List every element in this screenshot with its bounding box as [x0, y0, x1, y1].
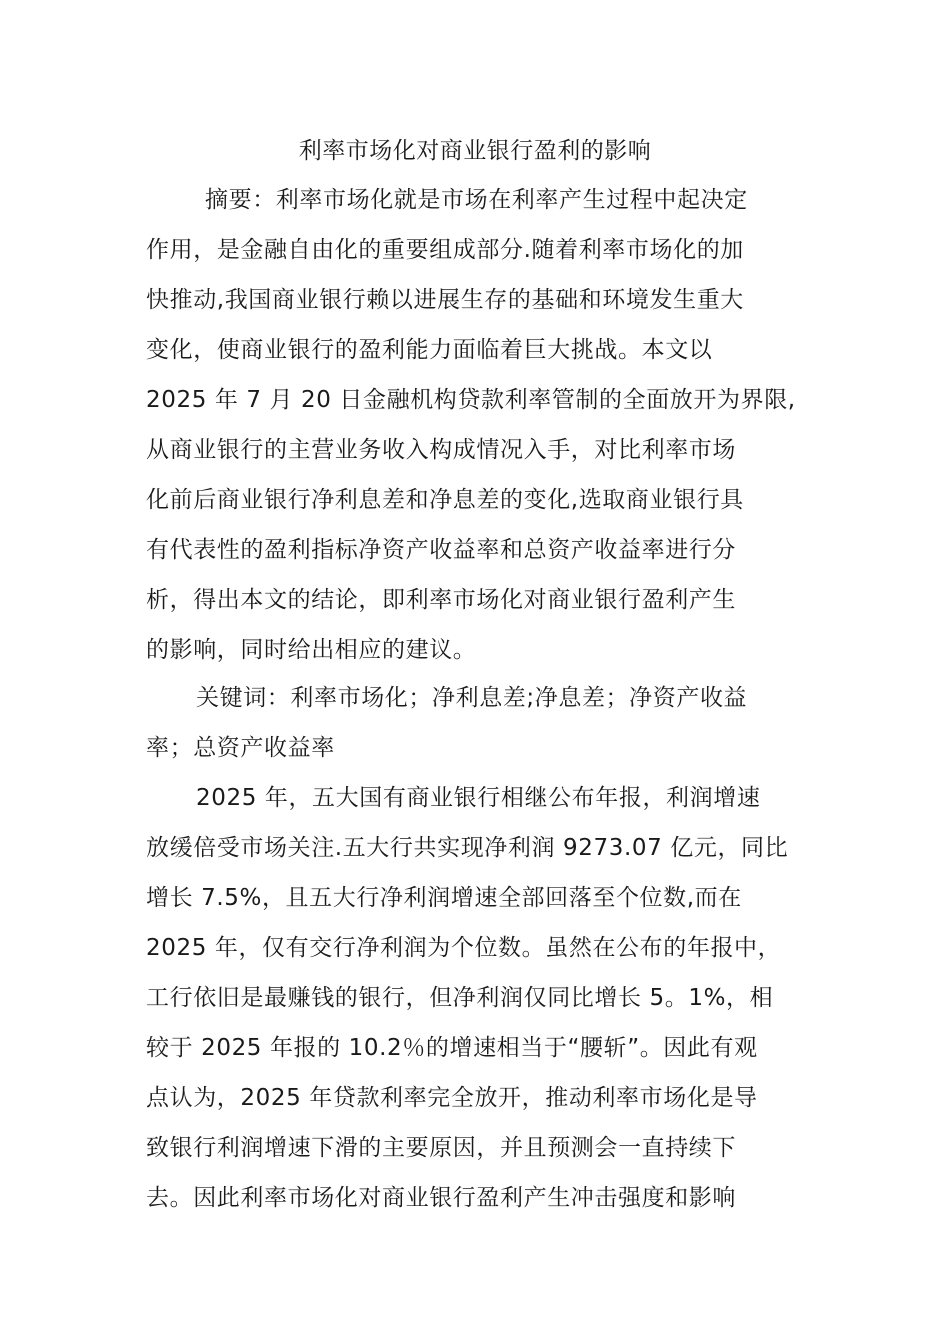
body-line: 较于 2025 年报的 10.2％的增速相当于“腰斩”。因此有观: [146, 1035, 758, 1061]
body-line: 点认为，2025 年贷款利率完全放开，推动利率市场化是导: [146, 1085, 758, 1111]
abstract-line: 摘要：利率市场化就是市场在利率产生过程中起决定: [205, 187, 748, 213]
document-title: 利率市场化对商业银行盈利的影响: [298, 138, 652, 164]
abstract-line: 变化，使商业银行的盈利能力面临着巨大挑战。本文以: [146, 337, 713, 363]
body-line: 2025 年，五大国有商业银行相继公布年报，利润增速: [196, 785, 761, 811]
body-line: 工行依旧是最赚钱的银行，但净利润仅同比增长 5。1%，相: [146, 985, 774, 1011]
body-line: 放缓倍受市场关注.五大行共实现净利润 9273.07 亿元，同比: [146, 835, 789, 861]
abstract-line: 的影响，同时给出相应的建议。: [146, 637, 477, 663]
body-line: 致银行利润增速下滑的主要原因，并且预测会一直持续下: [146, 1135, 736, 1161]
abstract-line: 化前后商业银行净利息差和净息差的变化,选取商业银行具: [146, 487, 744, 513]
abstract-line: 2025 年 7 月 20 日金融机构贷款利率管制的全面放开为界限,: [146, 387, 796, 413]
abstract-line: 作用，是金融自由化的重要组成部分.随着利率市场化的加: [146, 237, 744, 263]
abstract-line: 从商业银行的主营业务收入构成情况入手，对比利率市场: [146, 437, 736, 463]
abstract-line: 有代表性的盈利指标净资产收益率和总资产收益率进行分: [146, 537, 736, 563]
abstract-line: 快推动,我国商业银行赖以进展生存的基础和环境发生重大: [146, 287, 744, 313]
keywords-line: 率；总资产收益率: [146, 735, 335, 761]
body-line: 2025 年，仅有交行净利润为个位数。虽然在公布的年报中，: [146, 935, 782, 961]
abstract-line: 析，得出本文的结论，即利率市场化对商业银行盈利产生: [146, 587, 736, 613]
body-line: 增长 7.5%，且五大行净利润增速全部回落至个位数,而在: [146, 885, 742, 911]
body-line: 去。因此利率市场化对商业银行盈利产生冲击强度和影响: [146, 1185, 736, 1211]
keywords-line: 关键词：利率市场化；净利息差;净息差；净资产收益: [196, 685, 748, 711]
